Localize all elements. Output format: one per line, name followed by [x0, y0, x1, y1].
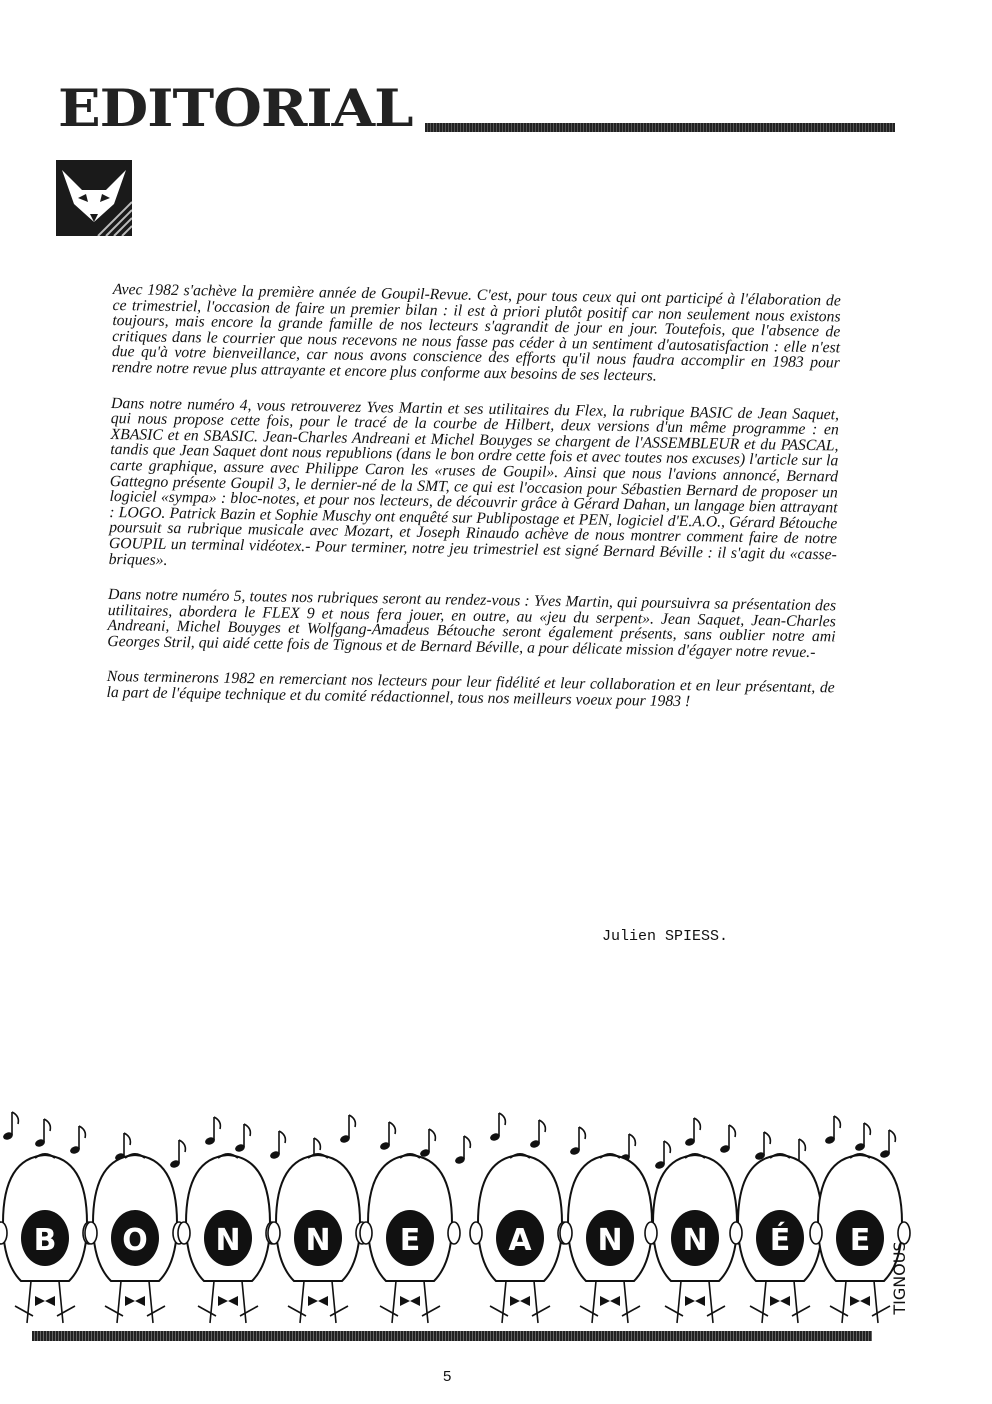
music-note-icon — [684, 1118, 700, 1147]
singing-head — [178, 1154, 278, 1323]
paragraph: Avec 1982 s'achève la première année de Goupil-Revue. C'est, pour tous ceux qui ont participé à l'élaboration de ce trimestriel, l'occasion de faire un premier bilan : il est à priori plutôt positif car non seulement nous existons toujours, mais encore la grande famille de nos lecteurs s'agrandit de jour en jour. Toutefois, que l'absence de critiques dans le courrier que nous recevons ne nous fasse pas céder à un sentiment d'autosatisfaction : elle n'est due qu'à votre bienveillance, car nous avons conscience des efforts qu'il nous faudra accomplir en 1983 pour rendre notre revue plus attrayante et encore plus conforme aux besoins de ses lecteurs. — [111, 281, 841, 385]
music-note-icon — [234, 1124, 250, 1153]
artist-signature: TIGNOUS — [890, 1241, 909, 1315]
paragraph: Dans notre numéro 5, toutes nos rubriques seront au rendez-vous : Yves Martin, qui poursuivra sa présentation des utilitaires, abordera le FLEX 9 et nous fera jouer, en outre, au «jeu du serpent». Jean Saquet, Jean-Charles Andreani, Michel Bouyges et Wolfgang-Amadeus Bétouche seront également présents, sans oublier notre ami Georges Stril, qui aidé cette fois de Tignous et de Bernard Béville, a pour délicate mission d'égayer notre revue.- — [107, 586, 837, 661]
music-note-icon — [2, 1112, 18, 1141]
music-note-icon — [269, 1131, 285, 1160]
mouth-letter: N — [682, 1223, 708, 1258]
mouth-letter: E — [849, 1223, 871, 1258]
music-note-icon — [454, 1136, 470, 1165]
paragraph: Dans notre numéro 4, vous retrouverez Yves Martin et ses utilitaires du Flex, la rubrique BASIC de Jean Saquet, qui nous propose cette fois, pour le tracé de la courbe de Hilbert, deux versions d'un même programme : en XBASIC et en SBASIC. Jean-Charles Andreani et Michel Bouyges se chargent de l'ASSEMBLEUR et du PASCAL, tandis que Jean Saquet dont nous republions (dans le bon ordre cette fois et avec toutes nos excuses) l'article sur la carte graphique, assure avec Philippe Caron les «ruses de Goupil». Ainsi que nous l'avions annoncé, Bernard Gattegno présente Goupil 3, le dernier-né de la SMT, ce qui est l'occasion pour Sébastien Bernard de proposer un logiciel «sympa» : bloc-notes, et pour nos lecteurs, de découvrir grâce à Gérard Dahan, un langage bien attrayant : LOGO. Patrick Bazin et Sophie Muschy ont enquêté sur Publipostage et PEN, logiciel d'E.A.O., Gérard Bétouche poursuit sa rubrique musicale avec Mozart, et Joseph Rinaudo achève de nous montrer comment faire de notre GOUPIL un terminal vidéotex.- Pour terminer, notre jeu trimestriel est signé Bernard Béville : il s'agit du «casse-briques». — [108, 394, 840, 569]
music-note-icon — [204, 1117, 220, 1146]
music-note-icon — [34, 1119, 50, 1148]
music-note-icon — [824, 1116, 840, 1145]
mouth-letter: O — [122, 1223, 148, 1258]
mouth-letter: É — [769, 1223, 791, 1258]
mouth-letter: B — [33, 1223, 57, 1258]
fox-head-icon — [56, 160, 132, 236]
music-note-icon — [339, 1115, 355, 1144]
singing-head — [0, 1154, 95, 1323]
mouth-letter: N — [597, 1223, 623, 1258]
music-note-icon — [569, 1127, 585, 1156]
music-note-icon — [854, 1123, 870, 1152]
music-note-icon — [879, 1130, 895, 1159]
singing-head — [470, 1154, 570, 1323]
music-note-icon — [379, 1122, 395, 1151]
singing-head — [85, 1154, 185, 1323]
music-note-icon — [719, 1125, 735, 1154]
music-note-icon — [169, 1140, 185, 1169]
music-note-icon — [69, 1126, 85, 1155]
mouth-letter: A — [508, 1223, 532, 1258]
mouth-letter: N — [215, 1223, 241, 1258]
singing-head — [268, 1154, 368, 1323]
music-note-icon — [654, 1141, 670, 1170]
paragraph: Nous terminerons 1982 en remerciant nos lecteurs pour leur fidélité et leur collaboration et en leur présentant, de la part de l'équipe technique et du comité rédactionnel, tous nos meilleurs voeux pour 1983 ! — [106, 668, 835, 711]
title-rule — [425, 123, 895, 132]
editorial-body — [106, 282, 841, 732]
mouth-letter: E — [399, 1223, 421, 1258]
singing-head — [360, 1154, 460, 1323]
mouth-letter: N — [305, 1223, 331, 1258]
music-note-icon — [529, 1120, 545, 1149]
footer-rule — [32, 1331, 872, 1341]
music-note-icon — [489, 1113, 505, 1142]
music-note-icon — [419, 1129, 435, 1158]
author-signature: Julien SPIESS. — [602, 928, 729, 945]
page-number: 5 — [443, 1368, 452, 1385]
page-title: EDITORIAL — [58, 78, 413, 139]
